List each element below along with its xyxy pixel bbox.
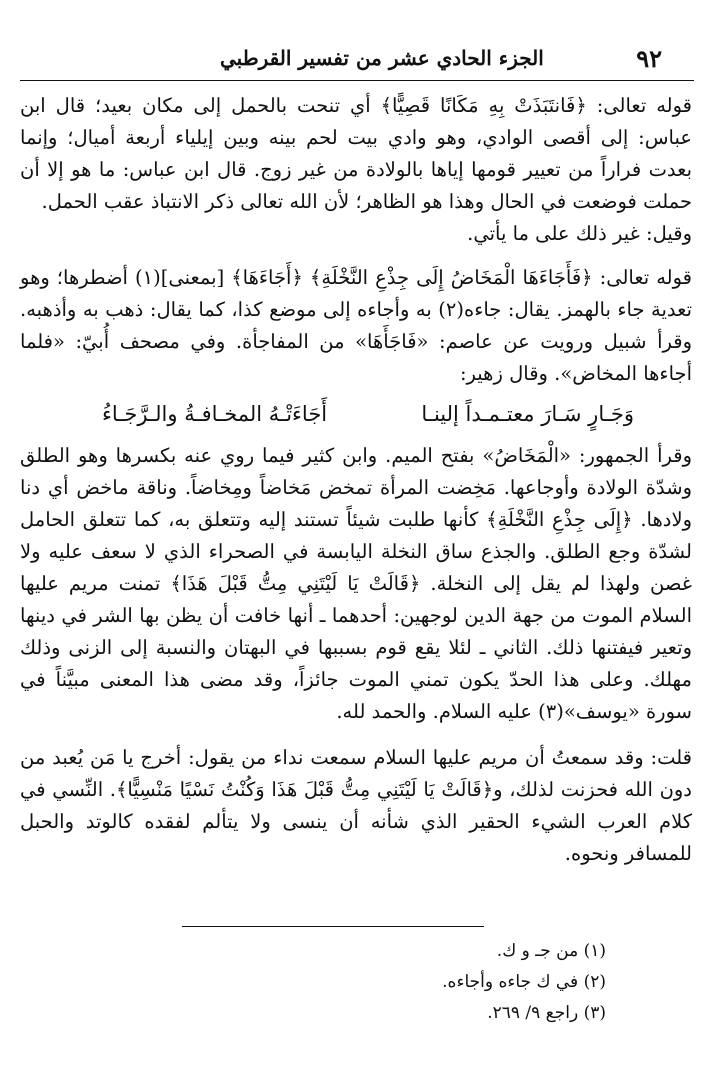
text-line: الموت من جهة الدين لوجهين: أحدهما ـ أنها خافت أن يظن بها الشر في دينها وتعير	[20, 604, 692, 659]
text-line: وشدّة الولادة وأوجاعها. مَخِضت المرأة تمخض مَخاضاً ومِخاضاً. وناقة ماخض أي دنا	[20, 476, 692, 499]
text-line: أُبيّ: «فلما أجاءها المخاض». وقال زهير:	[20, 330, 692, 385]
footnote-separator	[182, 926, 484, 927]
header-title: الجزء الحادي عشر من تفسير القرطبي	[220, 46, 544, 70]
text-line: ولادها. ﴿إِلَى جِذْعِ النَّخْلَةِ﴾ كأنها طلبت شيئاً تستند إليه وتتعلق به، كما تتعلق الحامل	[20, 508, 692, 531]
paragraph-2: وقيل: غير ذلك على ما يأتي.	[467, 222, 692, 245]
verse-hemistich-left: أَجَاءَتْـهُ المخـافـةُ والـرَّجَـاءُ	[102, 402, 328, 426]
footnote-1: (١) من جـ و ك.	[496, 941, 606, 961]
paragraph-5	[20, 742, 692, 870]
text-line: فيفتنها ذلك. الثاني ـ لئلا يقع قوم بسببها في البهتان والنسبة إلى الزنى وذلك مهلك.	[20, 636, 692, 691]
text-line: العرب الشيء الحقير الذي شأنه أن ينسى ولا يتألم لفقده كالوتد والحبل للمسافر ونحوه.	[20, 810, 692, 865]
text-line: «يوسف»(٣) عليه السلام. والحمد لله.	[336, 700, 640, 723]
text-line: أضطرها؛ وهو تعدية جاء بالهمز. يقال: جاءه(٢) به وأجاءه إلى موضع كذا، كما يقال:	[20, 266, 693, 321]
paragraph-3	[20, 262, 692, 390]
text-line: بعدت فراراً من تعيير قومها إياها بالولادة من غير زوج. قال ابن عباس: ما هو إلا أن	[20, 158, 692, 181]
paragraph-4	[20, 440, 692, 728]
text-line: ذهب به وأذهبه. وقرأ شبيل ورويت عن عاصم: «فَاجَأَهَا» من المفاجأة. وفي مصحف	[20, 298, 692, 353]
verse-hemistich-right: وَجَـارٍ سَـارَ معتـمـداً إلينـا	[421, 402, 634, 426]
text-line: قوله تعالى: ﴿فَأَجَاءَهَا الْمَخَاضُ إِلَى جِذْعِ النَّخْلَةِ﴾ ﴿أَجَاءَهَا﴾ [بمعنى](١)	[135, 266, 692, 289]
text-line: قلت: وقد سمعتُ أن مريم عليها السلام سمعت نداء من يقول: أخرج يا مَن يُعبد من	[20, 746, 692, 769]
running-header	[20, 36, 694, 81]
text-line: ابن عباس: إلى أقصى الوادي، وهو وادي بيت لحم بينه وبين إيلياء أربعة أميال؛ وإنما	[20, 94, 692, 149]
footnote-3: (٣) راجع ٩/ ٢٦٩.	[487, 1003, 606, 1023]
text-line: دون الله فحزنت لذلك، و﴿قَالَتْ يَا لَيْتَنِي مِتُّ قَبْلَ هَذَا وَكُنْتُ نَسْيًا مَنْسِيًّا﴾. النِّسي في كلام	[20, 778, 693, 833]
footnotes	[250, 936, 606, 1029]
footnote-2: (٢) في ك جاءه وأجاءه.	[442, 972, 606, 992]
text-line: لشدّة وجع الطلق. والجذع ساق النخلة اليابسة في الصحراء الذي لا سعف عليه ولا	[20, 540, 692, 563]
text-line: قوله تعالى: ﴿فَانتَبَذَتْ بِهِ مَكَانًا قَصِيًّا﴾ أي تنحت بالحمل إلى مكان بعيد؛ قال	[55, 94, 693, 117]
text-line: وقرأ الجمهور: «الْمَخَاضُ» بفتح الميم. وابن كثير فيما روي عنه بكسرها وهو الطلق	[20, 444, 692, 467]
main-text	[20, 90, 692, 870]
text-line: حملت فوضعت في الحال وهذا هو الظاهر؛ لأن الله تعالى ذكر الانتباذ عقب الحمل.	[41, 190, 692, 213]
page-number: ٩٢	[636, 43, 662, 73]
poetry-verse	[20, 390, 692, 440]
paragraph-1	[20, 90, 692, 218]
text-line: غصن ولهذا لم يقل إلى النخلة. ﴿قَالَتْ يَا لَيْتَنِي مِتُّ قَبْلَ هَذَا﴾ تمنت مريم عليها السلام	[20, 572, 693, 627]
text-line: وعلى هذا الحدّ يكون تمني الموت جائزاً، وقد مضى هذا المعنى مبيَّناً في سورة	[20, 668, 692, 723]
